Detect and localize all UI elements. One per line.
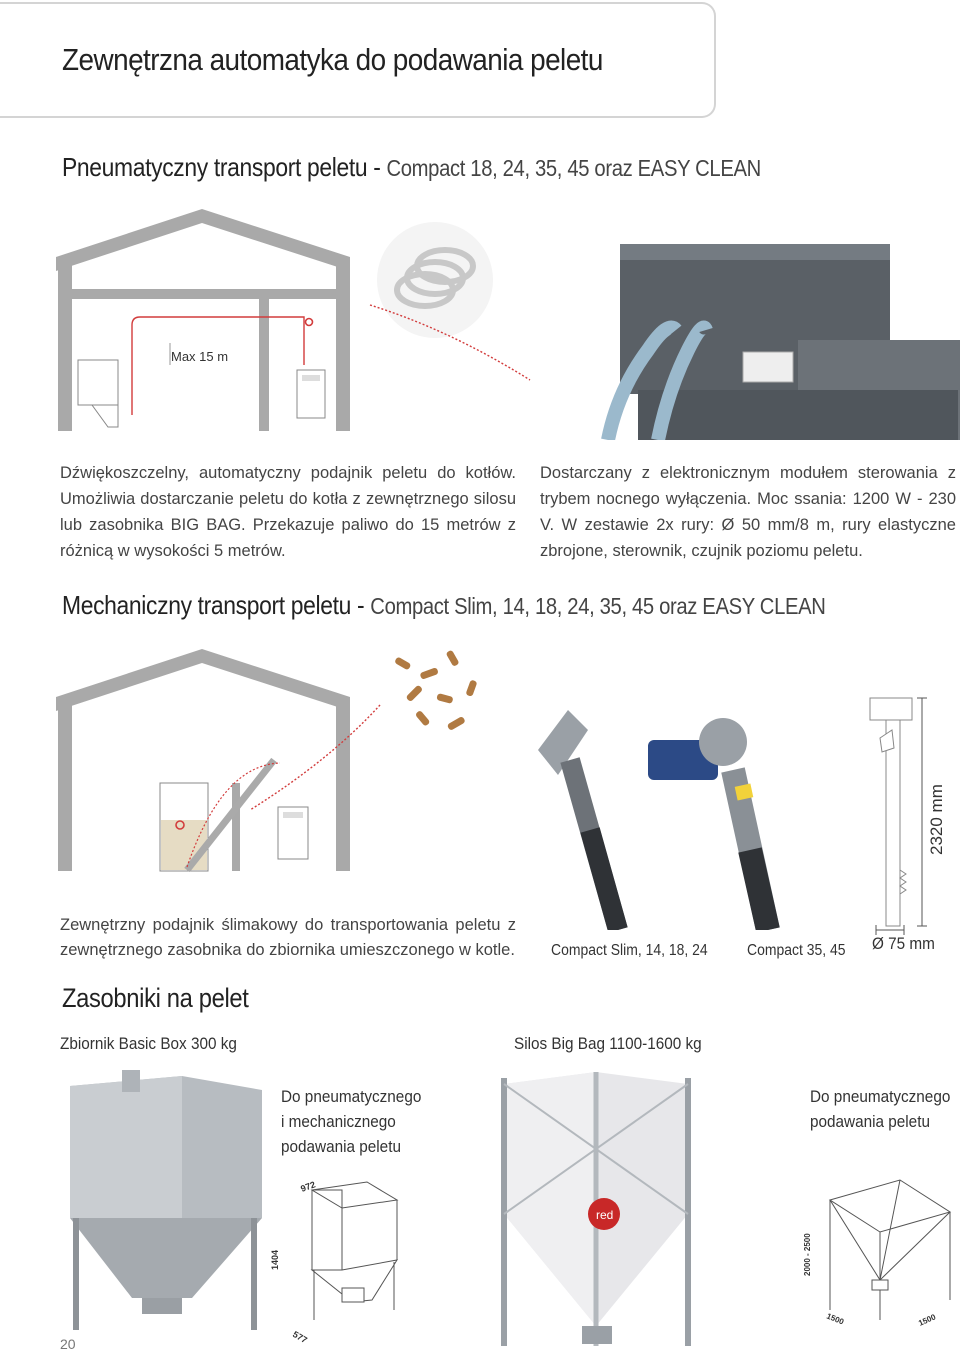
boiler-panel	[302, 375, 320, 381]
mechanical-heading-separator: -	[351, 590, 371, 620]
pellets-leader-line	[230, 700, 390, 820]
auger-height-label: 2320 mm	[927, 784, 946, 855]
basic-box-note-line-1: Do pneumatycznego	[281, 1087, 422, 1106]
big-bag-silo-note	[810, 1084, 950, 1134]
basic-box-note	[281, 1084, 421, 1159]
hose-connector	[306, 319, 313, 326]
basic-box-note-line-3: podawania peletu	[281, 1137, 401, 1156]
brand-label: red	[596, 1208, 614, 1222]
hose-leader-line	[360, 300, 540, 390]
silo-shape	[78, 360, 118, 405]
basic-box-dimension-drawing	[262, 1170, 412, 1354]
auger-tube-outline	[886, 720, 900, 926]
mechanical-heading	[62, 590, 826, 621]
basic-box-height-label: 1404	[270, 1249, 280, 1270]
hose-line	[132, 317, 304, 415]
left-wall	[58, 703, 72, 871]
page-number: 20	[60, 1336, 76, 1352]
mechanical-heading-models: Compact Slim, 14, 18, 24, 35, 45 oraz EASY CLEAN	[370, 593, 826, 619]
right-wall	[336, 263, 350, 431]
silo-depth-label: 1500	[917, 1312, 938, 1328]
auger-feeders-photo	[518, 690, 788, 930]
big-bag-silo-note-line-2: podawania peletu	[810, 1112, 930, 1131]
floor-slab	[58, 289, 350, 299]
roof-shape	[56, 209, 350, 271]
page-title: Zewnętrzna automatyka do podawania peletu	[62, 42, 603, 77]
max-distance-label: Max 15 m	[171, 349, 229, 364]
controller-box	[743, 352, 793, 382]
mechanical-description: Zewnętrzny podajnik ślimakowy do transportowania peletu z zewnętrznego zasobnika do zbiornika umieszczonego w kotle.	[60, 916, 516, 959]
pneumatic-heading-models: Compact 18, 24, 35, 45 oraz EASY CLEAN	[386, 155, 761, 181]
auger-head-outline	[870, 698, 912, 720]
pneumatic-description-left: Dźwiękoszczelny, automatyczny podajnik peletu do kotłów. Umożliwia dostarczanie peletu do kotła z zewnętrznego silosu lub zasobnika BIG BAG. Przekazuje paliwo do 15 metrów z różnicą w wysokości 5 metrów.	[60, 464, 516, 560]
inner-wall	[259, 299, 269, 431]
pneumatic-heading-main: Pneumatyczny transport peletu	[62, 152, 368, 182]
basic-box-width-label: 972	[299, 1179, 317, 1194]
pellets-image	[375, 640, 495, 750]
silo-width-label: 1500	[825, 1311, 846, 1327]
caption-compact-large: Compact 35, 45	[747, 942, 846, 959]
auger-dimension-drawing	[862, 690, 960, 930]
pneumatic-heading-separator: -	[367, 152, 387, 182]
pneumatic-boiler-photo	[598, 240, 960, 440]
auger-diameter-label: Ø 75 mm	[872, 934, 935, 953]
big-bag-silo-note-line-1: Do pneumatycznego	[810, 1087, 951, 1106]
big-bag-silo-title: Silos Big Bag 1100-1600 kg	[514, 1034, 702, 1053]
pneumatic-house-diagram	[52, 205, 357, 435]
basic-box-depth-label: 577	[291, 1329, 310, 1346]
left-wall	[58, 263, 72, 431]
basic-box-photo	[62, 1068, 272, 1338]
basic-box-title: Zbiornik Basic Box 300 kg	[60, 1034, 237, 1053]
caption-compact-small: Compact Slim, 14, 18, 24	[551, 942, 708, 959]
big-bag-dimension-drawing	[790, 1160, 960, 1354]
pneumatic-heading	[62, 152, 761, 183]
mechanical-heading-main: Mechaniczny transport peletu	[62, 590, 352, 620]
storage-heading: Zasobniki na pelet	[62, 983, 249, 1013]
basic-box-note-line-2: i mechanicznego	[281, 1112, 396, 1131]
silo-height-label: 2000 - 2500	[803, 1233, 812, 1276]
pneumatic-description-right: Dostarczany z elektronicznym modułem sterowania z trybem nocnego wyłączenia. Moc ssania: 1200 W - 230 V. W zestawie 2x rury: Ø 50 mm/8 m, rury elastyczne zbrojone, sterownik, czujnik poziomu peletu.	[540, 464, 956, 560]
silo-funnel	[92, 405, 118, 427]
big-bag-silo-photo	[496, 1064, 696, 1354]
